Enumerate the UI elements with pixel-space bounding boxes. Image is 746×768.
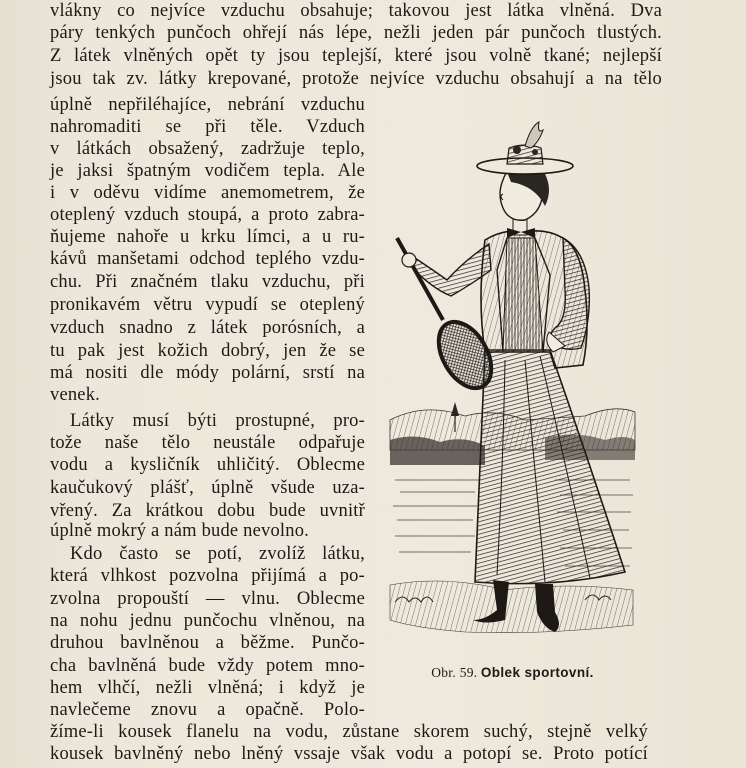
skirt [475,350,625,584]
paragraph-start: Kdo často se potí, zvolíž látku, [70,544,365,564]
text-line: jsou tak zv. látky krepované, protože nejvíce vzduchu obsahují a na tělo [50,69,662,89]
text-line: venek. [50,385,100,405]
text-line: úplně nepřiléhajíce, nebrání vzduchu [50,95,365,115]
text-line: cha bavlněná bude vždy potem mno- [50,656,365,676]
sportswoman-engraving [385,120,640,650]
text-line: vzduch snadno z látek porósních, a [50,318,365,338]
hat [477,122,573,174]
text-line: úplně mokrý a nám bude nevolno. [50,521,309,541]
paragraph-start: Látky musí býti prostupné, pro- [70,411,365,431]
figure-caption [385,664,640,682]
text-line: tože naše tělo neustále odpařuje [50,433,365,453]
text-line: v látkách obsažený, zadržuje teplo, [50,139,365,159]
text-line: oteplený vzduch stoupá, a proto zabra- [50,205,365,225]
text-line: zvolna propouští — vlnu. Oblecme [50,589,365,609]
text-line: má nositi dle módy polární, srstí na [50,363,365,383]
text-line: i v oděvu vidíme anemometrem, že [50,183,365,203]
text-line: kousek bavlněný nebo lněný vssaje však vodu a potopí se. Proto potící [50,744,648,764]
text-line: nahromaditi se při těle. Vzduch [50,117,365,137]
text-line: hem vlhčí, nežli vlněná; i když je [50,678,365,698]
text-line: na nohu jednu punčochu vlněnou, na [50,611,365,631]
text-line: Z látek vlněných opět ty jsou teplejší, které jsou volně tkané; nejlepší [50,46,662,66]
text-line: kaučukový plášť, úplně všude uza- [50,478,365,498]
text-line: páry tenkých punčoch ohřejí nás lépe, nežli jeden pár punčoch tlustých. [50,23,662,43]
text-line: chu. Při značném tlaku vzduchu, při [50,272,365,292]
text-line: žíme-li kousek flanelu na vodu, zůstane skorem suchý, stejně velký [50,722,648,742]
text-line: ňujeme nahoře u krku límci, a u ru- [50,227,365,247]
text-line: druhou bavlněnou a běžme. Punčo- [50,633,365,653]
text-line: je jaksi špatným vodičem tepla. Ale [50,161,365,181]
text-line: vodu a kysličník uhličitý. Oblecme [50,455,365,475]
text-line: tu pak jest kožich dobrý, jen že se [50,341,365,361]
figure-title: Oblek sportovní. [480,665,594,680]
text-line: pronikavém větru vypudí se oteplený [50,295,365,315]
text-line: která vlhkost pozvolna přijímá a po- [50,566,365,586]
text-line: navlečeme znovu a opačně. Polo- [50,700,365,720]
text-line: vřený. Za krátkou dobu bude uvnitř [50,501,365,521]
figure-number: Obr. 59. [431,665,478,680]
text-line: vlákny co nejvíce vzduchu obsahuje; takovou jest látka vlněná. Dva [50,1,662,21]
text-line: kávů manšetami odchod teplého vzdu- [50,249,365,269]
